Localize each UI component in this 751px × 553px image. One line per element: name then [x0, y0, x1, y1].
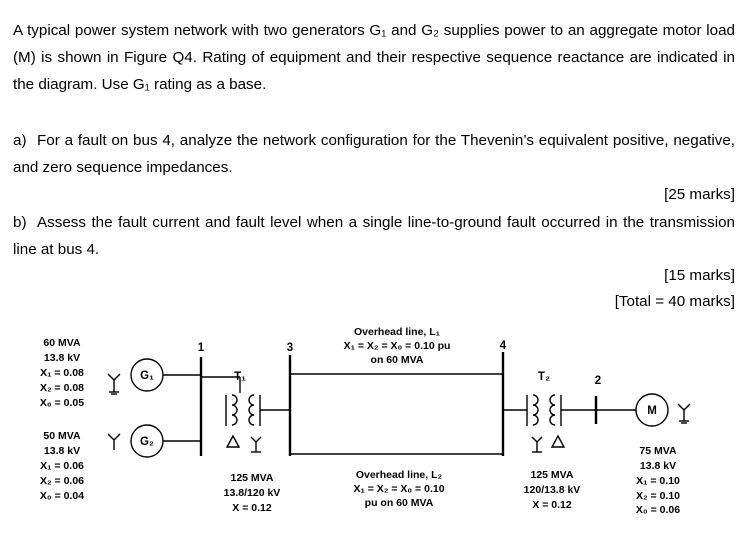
motor-rating-line: X₁ = 0.10	[636, 475, 680, 487]
motor-rating-line: 75 MVA	[639, 445, 677, 457]
l1-rating-line: on 60 MVA	[370, 354, 424, 366]
g2-rating-line: 13.8 kV	[43, 445, 81, 457]
g2-rating-line: 50 MVA	[43, 430, 81, 442]
motor-ratings	[636, 445, 680, 516]
t1-ratings	[224, 472, 281, 514]
g2-rating-line: X₂ = 0.06	[39, 475, 85, 487]
t2-rating-line: 125 MVA	[530, 469, 574, 481]
question-a-label: a)	[13, 132, 27, 149]
l1-rating-line: X₁ = X₂ = X₀ = 0.10 pu	[343, 340, 451, 352]
t1-rating-line: X = 0.12	[232, 502, 272, 514]
g2-rating-line: X₁ = 0.06	[40, 460, 84, 472]
l2-ratings	[353, 469, 444, 509]
g1-grounded-wye-icon	[108, 374, 120, 394]
l2-rating-line: X₁ = X₂ = X₀ = 0.10	[353, 483, 445, 495]
question-b-marks: [15 marks]	[664, 267, 735, 284]
g1-ratings	[40, 337, 84, 409]
g1-rating-line: X₂ = 0.08	[39, 382, 85, 394]
l2-rating-line: pu on 60 MVA	[364, 497, 434, 509]
l1-rating-line: Overhead line, L₁	[353, 326, 441, 338]
bus-4-label: 4	[499, 340, 507, 352]
g1-rating-line: 13.8 kV	[43, 352, 81, 364]
t2-rating-line: X = 0.12	[532, 499, 572, 511]
g1-rating-line: 60 MVA	[43, 337, 81, 349]
question-a-marks: [25 marks]	[664, 186, 735, 203]
bus-1-label: 1	[197, 342, 205, 354]
l1-ratings	[344, 326, 451, 366]
t2-wye-delta-icon	[532, 436, 564, 452]
t1-rating-line: 125 MVA	[230, 472, 274, 484]
l2-rating-line: Overhead line, L₂	[355, 469, 443, 481]
g2-ratings	[40, 430, 84, 502]
g2-name: G₂	[139, 436, 155, 448]
motor-rating-line: X₀ = 0.06	[635, 504, 681, 516]
t1-rating-line: 13.8/120 kV	[223, 487, 281, 499]
g1-rating-line: X₀ = 0.05	[39, 397, 85, 409]
motor-rating-line: 13.8 kV	[639, 460, 677, 472]
motor-rating-line: X₂ = 0.10	[635, 490, 681, 502]
t2-ratings	[524, 469, 581, 511]
question-b-text: Assess the fault current and fault level when a single line-to-ground fault occurred in the transmission line at bus 4.	[13, 214, 735, 258]
bus-2-label: 2	[594, 375, 602, 387]
g2-ungrounded-wye-icon	[108, 434, 120, 450]
total-marks: [Total = 40 marks]	[614, 293, 735, 310]
g2-rating-line: X₀ = 0.04	[39, 490, 85, 502]
bus-3-label: 3	[286, 342, 294, 354]
t2-name: T₂	[537, 371, 551, 383]
motor-name: M	[647, 405, 657, 417]
g1-rating-line: X₁ = 0.08	[40, 367, 84, 379]
question-a-text: For a fault on bus 4, analyze the network configuration for the Thevenin’s equivalent positive, negative, and zero sequence impedances.	[13, 132, 735, 176]
motor-grounded-wye-icon	[678, 404, 690, 423]
question-b-label: b)	[13, 214, 27, 231]
t1-delta-wye-icon	[227, 436, 261, 452]
t1-name: T₁	[234, 371, 246, 383]
problem-intro: A typical power system network with two generators G₁ and G₂ supplies power to an aggregate motor load (M) is shown in Figure Q4. Rating of equipment and their respective sequence reactance are indicated in the diagram. Use G₁ rating as a base.	[13, 22, 735, 93]
g1-name: G₁	[140, 370, 154, 382]
t2-rating-line: 120/13.8 kV	[523, 484, 581, 496]
